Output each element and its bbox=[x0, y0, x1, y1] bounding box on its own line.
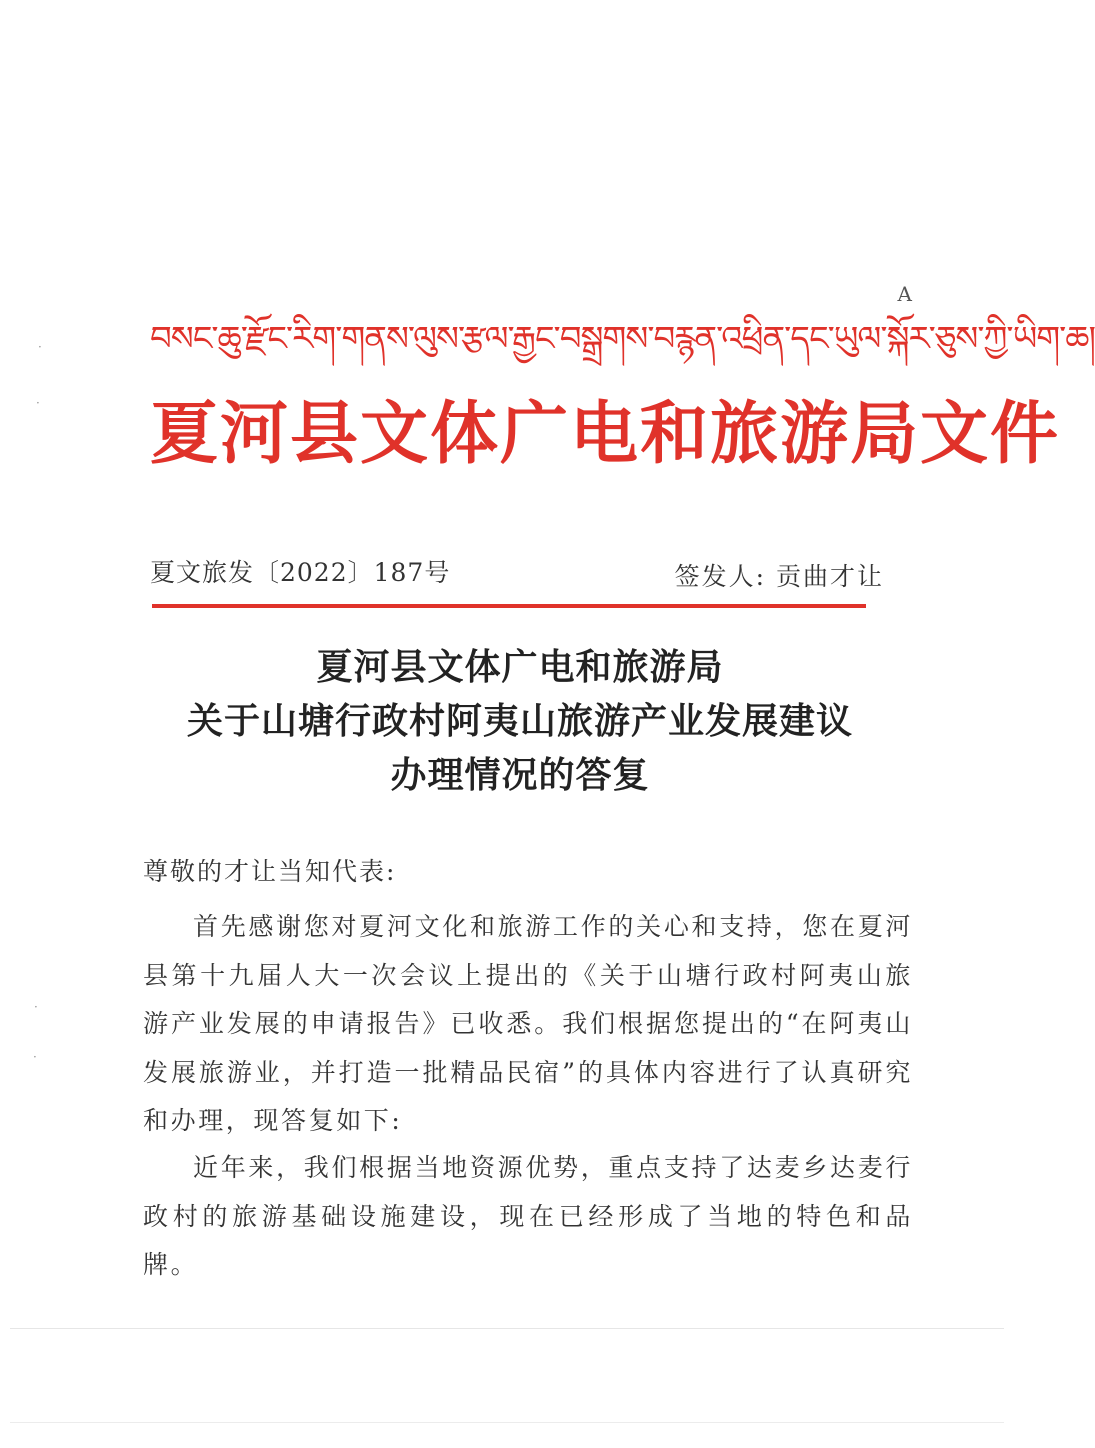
scan-speck: · bbox=[33, 1050, 37, 1064]
scan-speck: · bbox=[38, 340, 42, 354]
document-number: 夏文旅发〔2022〕187号 bbox=[150, 558, 451, 587]
tibetan-header-title: བསང་ཆུ་རྫོང་རིག་གནས་ལུས་རྩལ་རྒྱང་བསྒྲགས་བརྙན་འཕྲིན་དང་ཡུལ་སྐོར་ཅུས་ཀྱི་ཡིག་ཆ། bbox=[150, 319, 1095, 359]
chinese-header-title: 夏河县文体广电和旅游局文件 bbox=[150, 395, 1061, 474]
body-paragraph-1: 首先感谢您对夏河文化和旅游工作的关心和支持，您在夏河县第十九届人大一次会议上提出的《关于山塘行政村阿夷山旅游产业发展的申请报告》已收悉。我们根据您提出的“在阿夷山发展旅游业，并打造一批精品民宿”的具体内容进行了认真研究和办理，现答复如下: bbox=[143, 912, 913, 1135]
title-line-3: 办理情况的答复 bbox=[390, 754, 650, 796]
scan-speck: · bbox=[34, 1000, 38, 1014]
corner-mark: A bbox=[897, 282, 912, 306]
salutation: 尊敬的才让当知代表: bbox=[143, 857, 397, 886]
scan-speck: · bbox=[36, 396, 40, 410]
title-line-1: 夏河县文体广电和旅游局 bbox=[316, 646, 724, 688]
page-divider bbox=[10, 1328, 1004, 1329]
red-divider bbox=[152, 604, 866, 608]
signer: 签发人: 贡曲才让 bbox=[674, 562, 884, 591]
body-paragraph-2: 近年来，我们根据当地资源优势，重点支持了达麦乡达麦行政村的旅游基础设施建设，现在已经形成了当地的特色和品牌。 bbox=[143, 1153, 913, 1279]
title-line-2: 关于山塘行政村阿夷山旅游产业发展建议 bbox=[186, 700, 853, 742]
page-bottom-divider bbox=[10, 1422, 1004, 1423]
document-title bbox=[120, 640, 920, 802]
